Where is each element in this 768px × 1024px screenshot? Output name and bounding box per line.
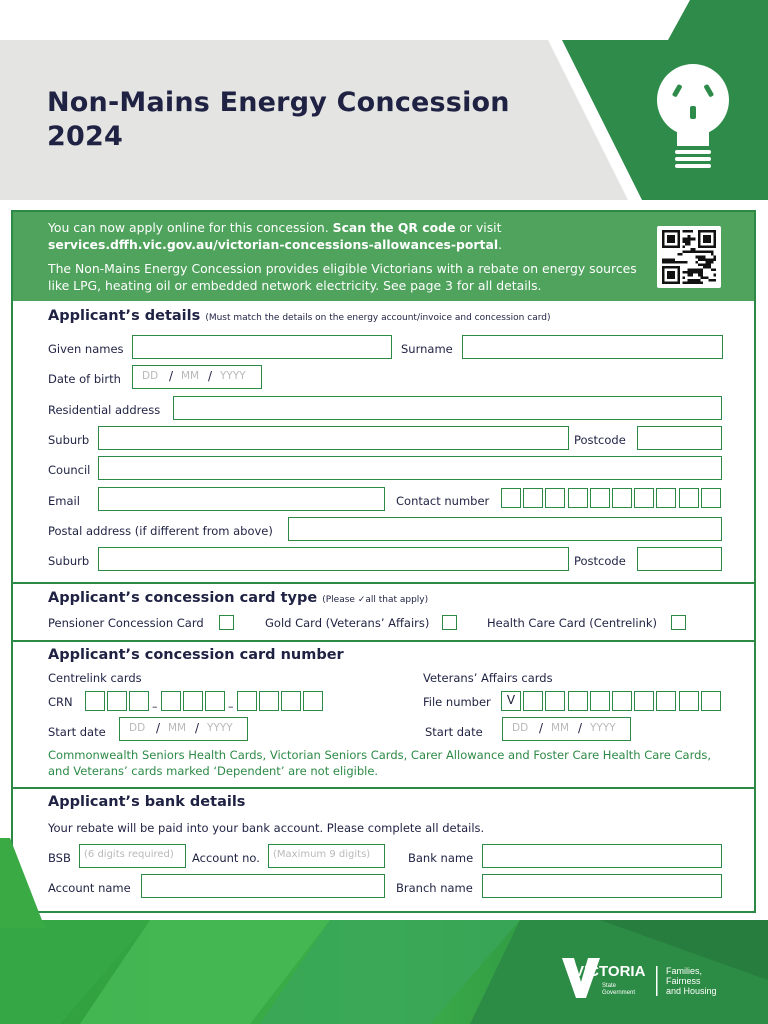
dob-mm-hint: MM: [181, 370, 200, 382]
health-care-card-checkbox[interactable]: [671, 615, 686, 630]
residential-address-label: Residential address: [48, 403, 161, 417]
vstart-yyyy-hint: YYYY: [590, 722, 616, 734]
contact-number-cell[interactable]: [501, 488, 521, 508]
file-number-cell[interactable]: [590, 691, 610, 711]
svg-text:Fairness: Fairness: [666, 976, 701, 986]
card-number-heading: Applicant’s concession card number: [48, 647, 344, 663]
postal-suburb-field[interactable]: [98, 547, 569, 571]
start-slash-1: /: [156, 721, 161, 735]
dob-slash-2: /: [208, 369, 213, 383]
portal-link[interactable]: services.dffh.vic.gov.au/victorian-concessions-allowances-portal: [48, 237, 499, 252]
surname-label: Surname: [401, 342, 453, 356]
crn-cell[interactable]: [281, 691, 301, 711]
email-field[interactable]: [98, 487, 385, 511]
veterans-start-date-field[interactable]: [502, 717, 631, 741]
contact-number-label: Contact number: [396, 494, 490, 508]
vstart-mm-hint: MM: [551, 722, 570, 734]
card-type-heading: Applicant’s concession card type (Please ✓all that apply): [48, 590, 429, 606]
given-names-field[interactable]: [132, 335, 392, 359]
intro-description: The Non-Mains Energy Concession provides eligible Victorians with a rebate on energy sources like LPG, heating oil or embedded network electricity. See page 3 for all details.: [48, 261, 637, 293]
gold-card-label: Gold Card (Veterans’ Affairs): [265, 616, 430, 630]
file-number-cell[interactable]: [612, 691, 632, 711]
page-title: Non-Mains Energy Concession 2024: [47, 87, 510, 152]
council-field[interactable]: [98, 456, 722, 480]
svg-text:State: State: [602, 983, 617, 989]
centrelink-cards-label: Centrelink cards: [48, 671, 142, 685]
footer-left-wedge: [0, 838, 60, 928]
bsb-field[interactable]: [79, 844, 186, 868]
qr-code-icon: [657, 226, 721, 288]
contact-number-cell[interactable]: [701, 488, 721, 508]
dob-label: Date of birth: [48, 372, 121, 386]
branch-name-field[interactable]: [482, 874, 722, 898]
account-no-field[interactable]: [268, 844, 385, 868]
crn-cell[interactable]: [107, 691, 127, 711]
file-number-cell[interactable]: V: [501, 691, 521, 711]
dob-yyyy-hint: YYYY: [220, 370, 246, 382]
crn-cell[interactable]: [259, 691, 279, 711]
veterans-start-date-label: Start date: [425, 725, 483, 739]
dob-field[interactable]: [132, 365, 262, 389]
postcode-field[interactable]: [637, 426, 722, 450]
start-yyyy-hint: YYYY: [207, 722, 233, 734]
postal-address-label: Postal address (if different from above): [48, 524, 273, 538]
contact-number-cell[interactable]: [679, 488, 699, 508]
contact-number-cell[interactable]: [545, 488, 565, 508]
crn-cell[interactable]: [129, 691, 149, 711]
centrelink-start-date-field[interactable]: [119, 717, 248, 741]
branch-name-label: Branch name: [396, 881, 473, 895]
vstart-slash-2: /: [578, 721, 583, 735]
bsb-label: BSB: [48, 851, 71, 865]
file-number-cell[interactable]: [656, 691, 676, 711]
vstart-slash-1: /: [539, 721, 544, 735]
postcode-label: Postcode: [574, 433, 626, 447]
crn-cell[interactable]: [237, 691, 257, 711]
file-number-cell[interactable]: [634, 691, 654, 711]
svg-text:Families,: Families,: [666, 966, 703, 976]
power-socket-bulb-icon: [653, 60, 733, 172]
svg-text:VICTORIA: VICTORIA: [574, 963, 646, 980]
crn-cell[interactable]: [161, 691, 181, 711]
file-number-cell[interactable]: [545, 691, 565, 711]
bank-name-field[interactable]: [482, 844, 722, 868]
gold-card-checkbox[interactable]: [442, 615, 457, 630]
vstart-dd-hint: DD: [512, 722, 529, 734]
crn-label: CRN: [48, 695, 73, 709]
contact-number-cell[interactable]: [656, 488, 676, 508]
file-number-cell[interactable]: [701, 691, 721, 711]
bsb-placeholder: (6 digits required): [84, 849, 174, 860]
eligibility-note: Commonwealth Seniors Health Cards, Victorian Seniors Cards, Carer Allowance and Foster Care Health Care Cards, and Veterans’ cards marked ‘Dependent’ are not eligible.: [48, 748, 712, 778]
application-form: [11, 210, 756, 913]
pensioner-card-checkbox[interactable]: [219, 615, 234, 630]
residential-address-field[interactable]: [173, 396, 722, 420]
council-label: Council: [48, 463, 91, 477]
centrelink-start-date-label: Start date: [48, 725, 106, 739]
surname-field[interactable]: [462, 335, 723, 359]
crn-cell[interactable]: [85, 691, 105, 711]
dob-dd-hint: DD: [142, 370, 159, 382]
start-mm-hint: MM: [168, 722, 187, 734]
contact-number-cell[interactable]: [612, 488, 632, 508]
email-label: Email: [48, 494, 80, 508]
crn-cell[interactable]: [183, 691, 203, 711]
start-slash-2: /: [195, 721, 200, 735]
contact-number-cell[interactable]: [523, 488, 543, 508]
postal-suburb-label: Suburb: [48, 554, 90, 568]
victoria-government-logo: [562, 954, 732, 1002]
bank-details-heading: Applicant’s bank details: [48, 794, 246, 810]
account-name-label: Account name: [48, 881, 131, 895]
svg-text:and Housing: and Housing: [666, 986, 717, 996]
section-divider: [13, 787, 754, 789]
given-names-label: Given names: [48, 342, 124, 356]
file-number-cell[interactable]: [679, 691, 699, 711]
suburb-field[interactable]: [98, 426, 569, 450]
file-number-cell[interactable]: [523, 691, 543, 711]
crn-dash-1: –: [152, 700, 158, 713]
intro-banner: [13, 212, 754, 301]
veterans-cards-label: Veterans’ Affairs cards: [423, 671, 553, 685]
applicant-details-heading: Applicant’s details (Must match the details on the energy account/invoice and concession card): [48, 308, 551, 324]
intro-online-text: You can now apply online for this concession. Scan the QR code or visit services.dffh.vic.gov.au/victorian-concessions-allowances-portal.: [48, 220, 503, 252]
crn-cell[interactable]: [205, 691, 225, 711]
file-number-cell[interactable]: [568, 691, 588, 711]
postal-address-field[interactable]: [288, 517, 722, 541]
bank-intro-text: Your rebate will be paid into your bank account. Please complete all details.: [48, 821, 485, 835]
health-care-card-label: Health Care Card (Centrelink): [487, 616, 658, 630]
crn-dash-2: –: [228, 700, 234, 713]
start-dd-hint: DD: [129, 722, 146, 734]
crn-cell[interactable]: [303, 691, 323, 711]
section-divider: [13, 582, 754, 584]
account-no-placeholder: (Maximum 9 digits): [273, 849, 371, 860]
pensioner-card-label: Pensioner Concession Card: [48, 616, 204, 630]
section-divider: [13, 640, 754, 642]
bank-name-label: Bank name: [408, 851, 474, 865]
suburb-label: Suburb: [48, 433, 90, 447]
svg-text:Government: Government: [602, 990, 636, 996]
contact-number-cell[interactable]: [568, 488, 588, 508]
contact-number-cell[interactable]: [634, 488, 654, 508]
dob-slash-1: /: [169, 369, 174, 383]
account-no-label: Account no.: [192, 851, 260, 865]
contact-number-cell[interactable]: [590, 488, 610, 508]
file-number-label: File number: [423, 695, 491, 709]
postal-postcode-field[interactable]: [637, 547, 722, 571]
postal-postcode-label: Postcode: [574, 554, 626, 568]
account-name-field[interactable]: [141, 874, 385, 898]
